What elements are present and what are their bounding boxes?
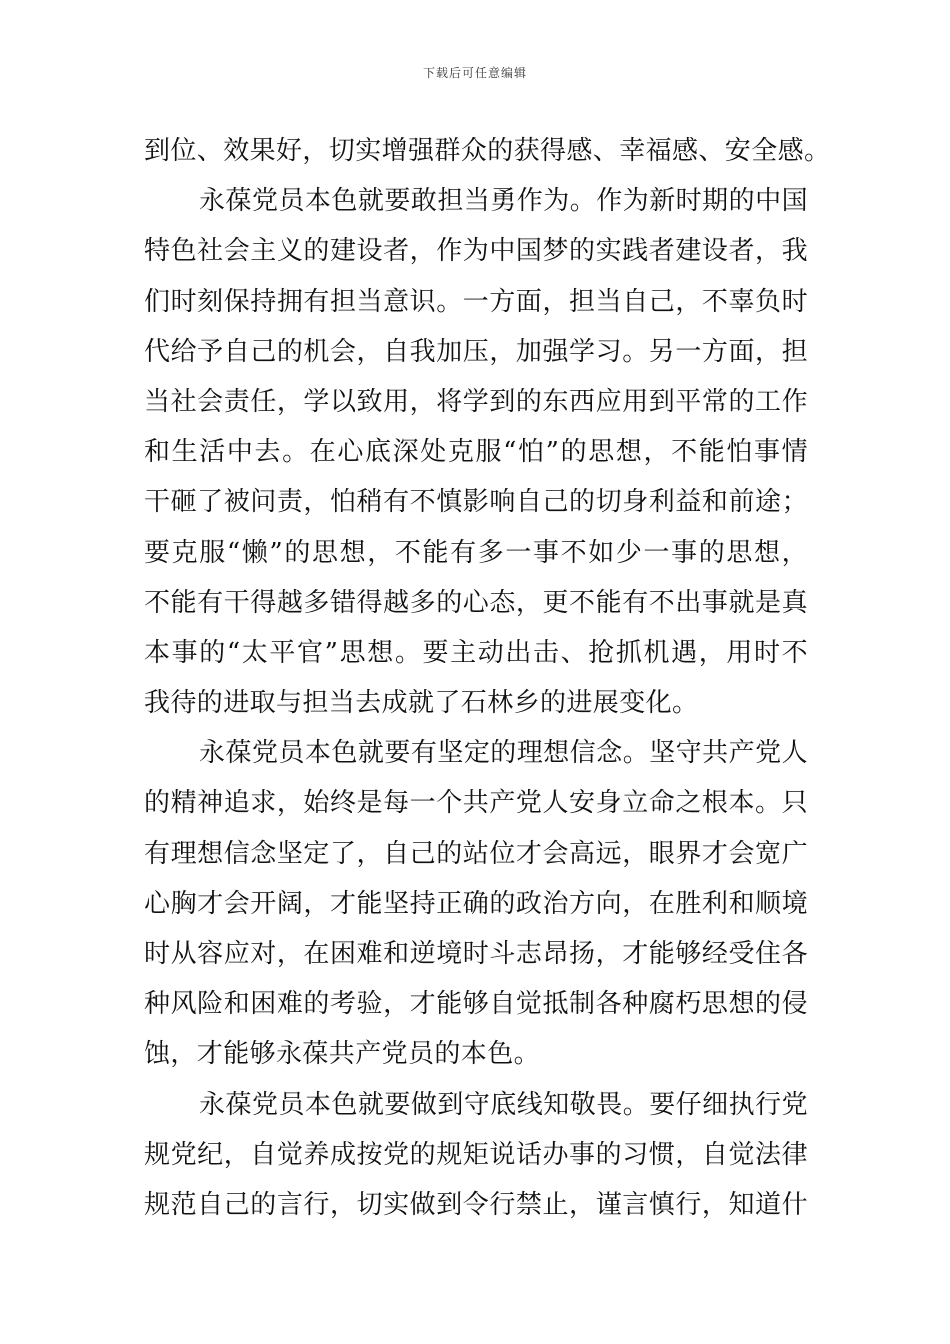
text-line: 的精神追求，始终是每一个共产党人安身立命之根本。只 bbox=[144, 788, 808, 819]
text-line: 到位、效果好，切实增强群众的获得感、幸福感、安全感。 bbox=[144, 136, 831, 166]
text-line: 和生活中去。在心底深处克服“怕”的思想，不能怕事情 bbox=[144, 437, 808, 468]
text-line: 本事的“太平官”思想。要主动出击、抢抓机遇，用时不 bbox=[144, 637, 808, 668]
page-header-note: 下载后可任意编辑 bbox=[422, 66, 527, 80]
text-line: 蚀，才能够永葆共产党员的本色。 bbox=[144, 1039, 541, 1070]
text-line: 特色社会主义的建设者，作为中国梦的实践者建设者，我 bbox=[144, 236, 808, 267]
text-line: 永葆党员本色就要有坚定的理想信念。坚守共产党人 bbox=[199, 738, 808, 769]
text-line: 要克服“懒”的思想，不能有多一事不如少一事的思想， bbox=[144, 537, 808, 568]
text-line: 们时刻保持拥有担当意识。一方面，担当自己，不辜负时 bbox=[144, 286, 808, 317]
text-line: 我待的进取与担当去成就了石林乡的进展变化。 bbox=[144, 688, 699, 719]
text-line: 当社会责任，学以致用，将学到的东西应用到平常的工作 bbox=[144, 386, 808, 417]
text-line: 种风险和困难的考验，才能够自觉抵制各种腐朽思想的侵 bbox=[144, 989, 808, 1020]
text-line: 不能有干得越多错得越多的心态，更不能有不出事就是真 bbox=[144, 587, 808, 618]
text-line: 规党纪，自觉养成按党的规矩说话办事的习惯，自觉法律 bbox=[144, 1139, 808, 1170]
text-line: 规范自己的言行，切实做到令行禁止，谨言慎行，知道什 bbox=[144, 1189, 808, 1220]
text-line: 永葆党员本色就要敢担当勇作为。作为新时期的中国 bbox=[199, 186, 808, 217]
text-line: 时从容应对，在困难和逆境时斗志昂扬，才能够经受住各 bbox=[144, 939, 808, 969]
text-line: 干砸了被问责，怕稍有不慎影响自己的切身利益和前途； bbox=[144, 487, 808, 518]
text-line: 有理想信念坚定了，自己的站位才会高远，眼界才会宽广 bbox=[144, 838, 808, 869]
text-line: 永葆党员本色就要做到守底线知敬畏。要仔细执行党 bbox=[199, 1089, 808, 1120]
text-line: 代给予自己的机会，自我加压，加强学习。另一方面，担 bbox=[144, 336, 808, 367]
document-body bbox=[144, 126, 831, 1230]
text-line: 心胸才会开阔，才能坚持正确的政治方向，在胜利和顺境 bbox=[144, 888, 808, 919]
